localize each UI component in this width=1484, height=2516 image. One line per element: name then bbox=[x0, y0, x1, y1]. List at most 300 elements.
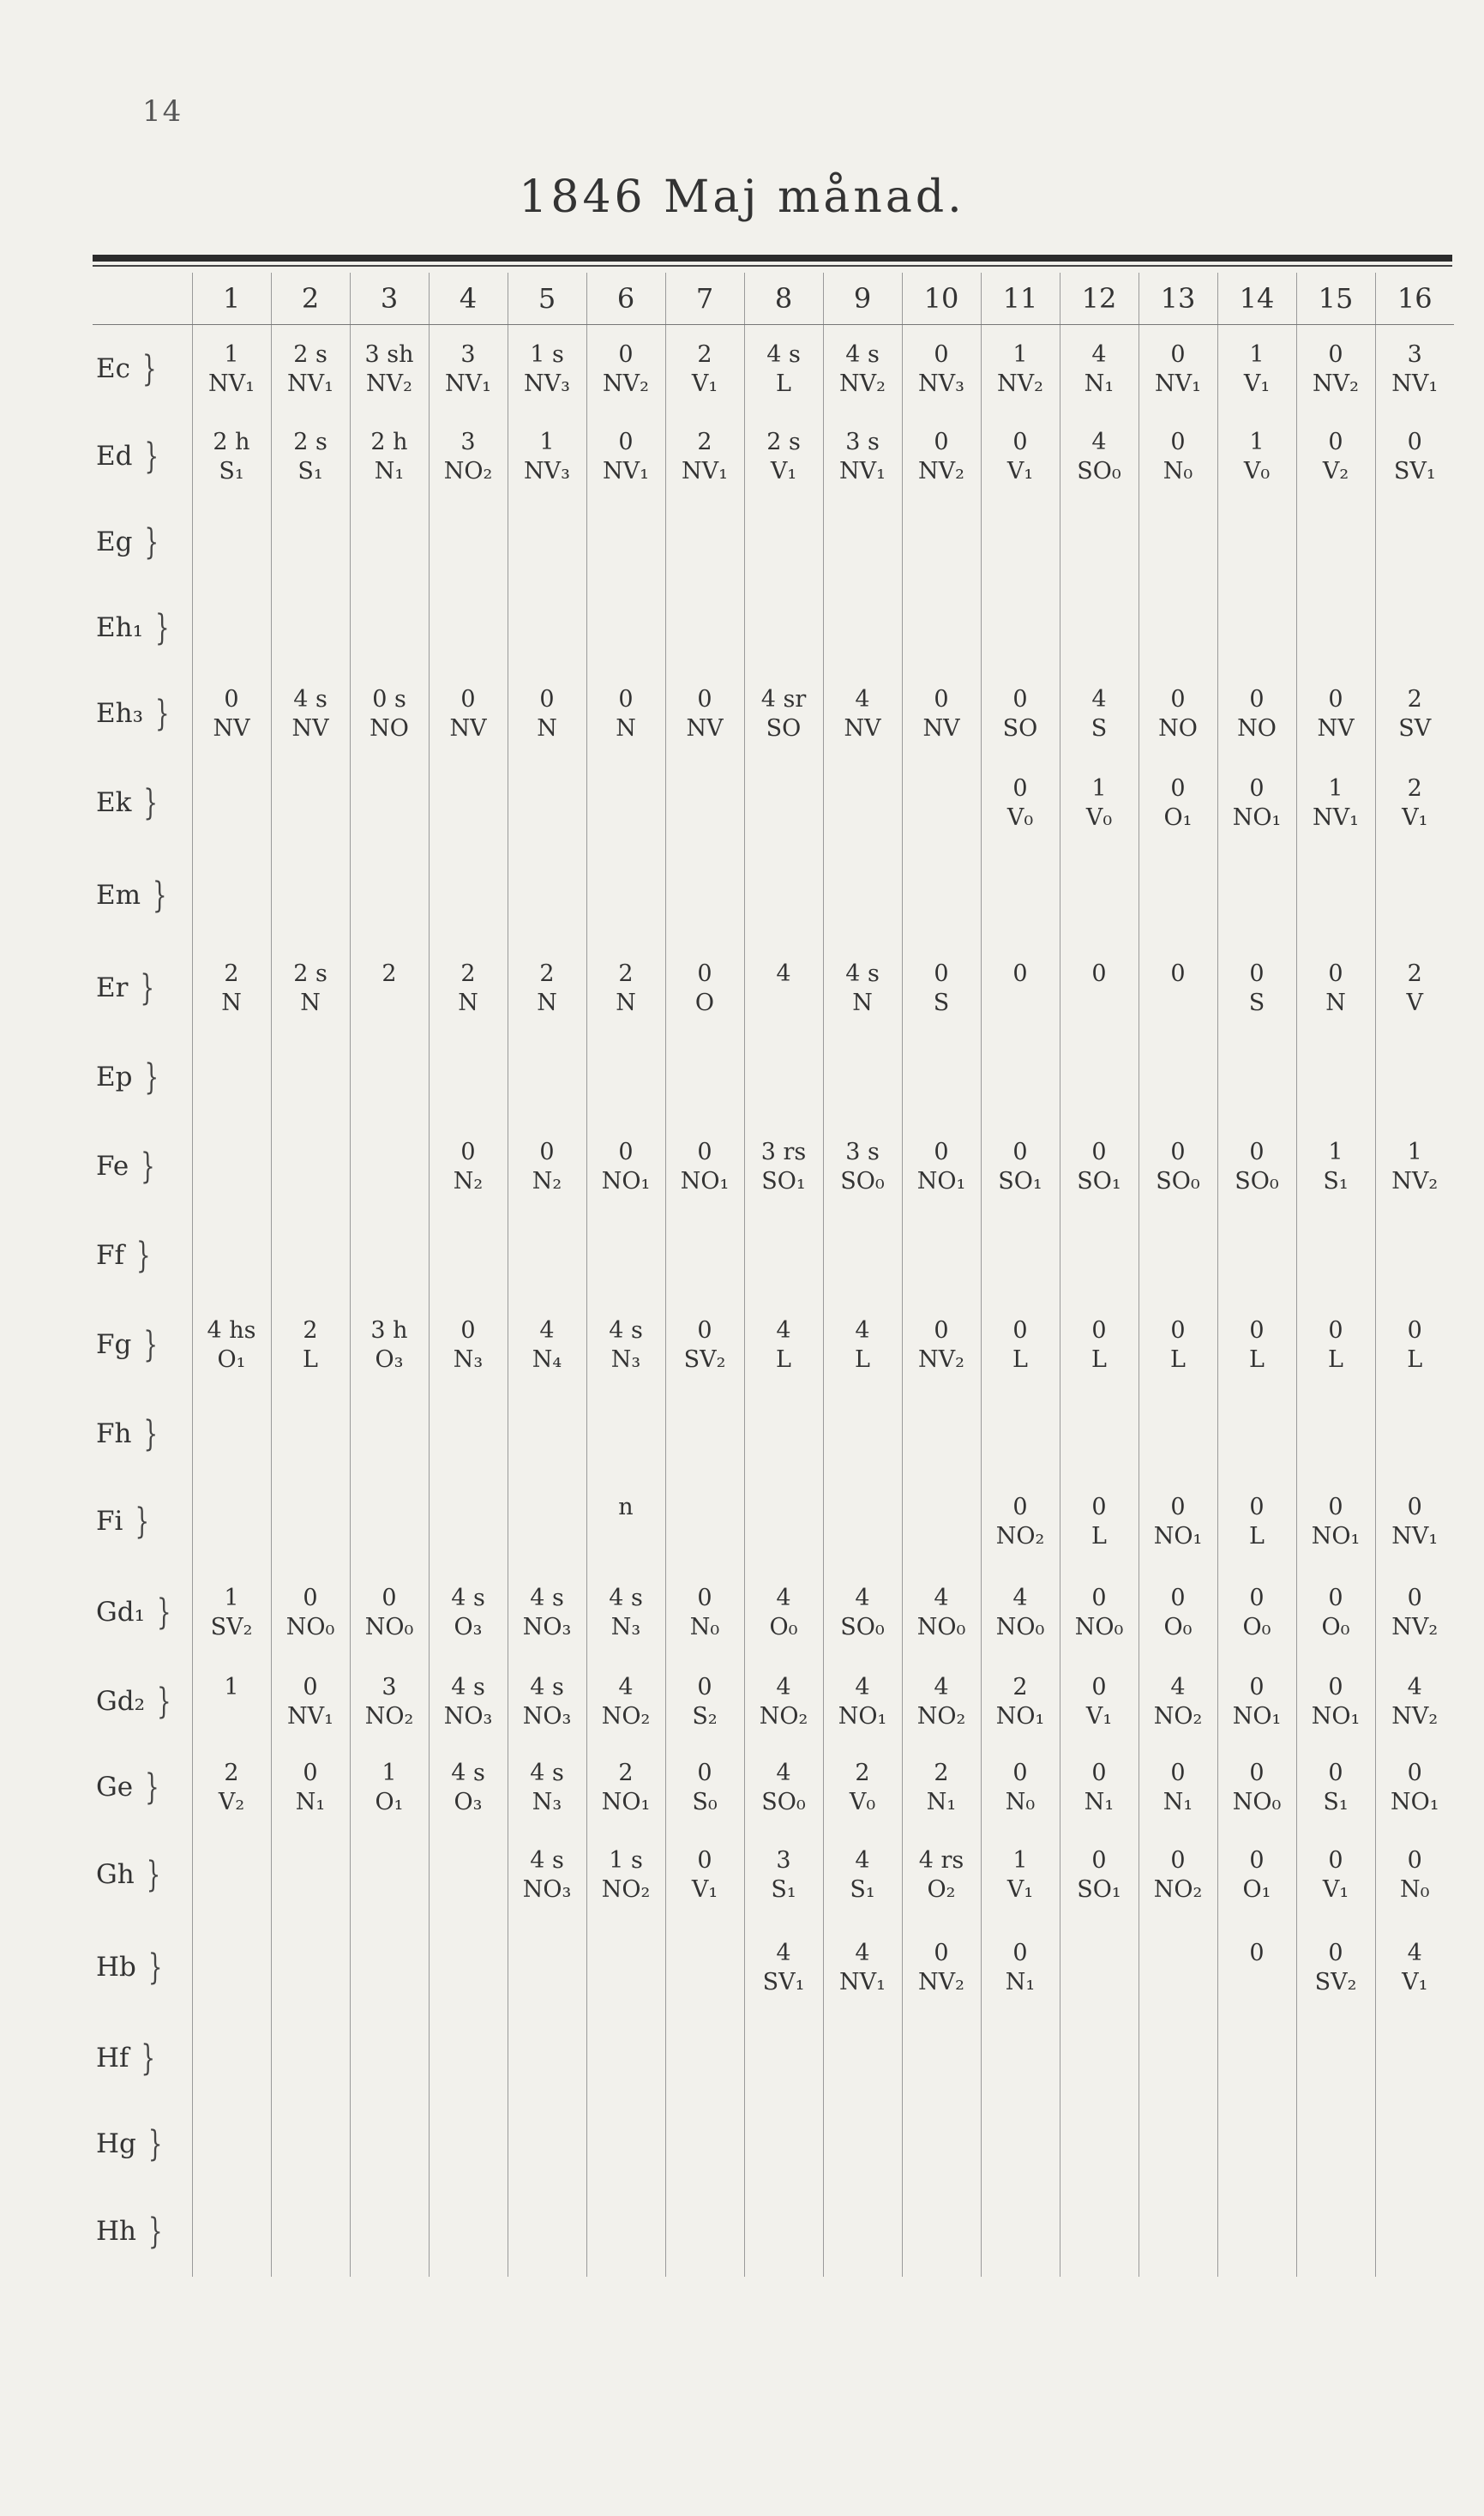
cell-value bbox=[193, 1405, 271, 1435]
cell-wind: N₀ bbox=[1163, 457, 1193, 485]
observation-cell bbox=[902, 1478, 981, 1567]
cell-wind: SO₀ bbox=[1235, 1167, 1279, 1195]
cell-value bbox=[351, 514, 429, 543]
cell-wind bbox=[1139, 2059, 1217, 2088]
cell-value: 0 bbox=[1091, 1846, 1107, 1874]
observation-cell bbox=[271, 1831, 350, 1920]
cell-wind bbox=[587, 1078, 665, 1107]
cell-wind bbox=[1060, 2232, 1139, 2261]
station-row bbox=[93, 1745, 1454, 1831]
cell-value: 1 s bbox=[530, 340, 564, 368]
observation-cell bbox=[1217, 1567, 1296, 1659]
observation-cell bbox=[586, 2102, 665, 2188]
cell-value: 4 bbox=[934, 1673, 949, 1700]
observation-cell bbox=[1375, 1121, 1454, 1213]
cell-value: 0 bbox=[1170, 1846, 1186, 1874]
cell-wind: NV₁ bbox=[1155, 370, 1201, 397]
cell-wind bbox=[1218, 2059, 1296, 2088]
observation-cell bbox=[192, 1920, 271, 2016]
cell-wind: NO₂ bbox=[364, 1702, 414, 1730]
observation-cell bbox=[350, 2188, 429, 2277]
cell-value bbox=[666, 2203, 744, 2232]
cell-value bbox=[272, 1405, 350, 1435]
cell-wind: N₃ bbox=[532, 1788, 562, 1815]
observation-cell bbox=[192, 1299, 271, 1392]
cell-value bbox=[824, 1493, 902, 1522]
cell-wind: S bbox=[1248, 989, 1265, 1016]
cell-value: 0 bbox=[697, 1584, 712, 1611]
observation-cell bbox=[508, 2016, 586, 2102]
station-row bbox=[93, 1213, 1454, 1299]
observation-cell bbox=[1296, 1121, 1375, 1213]
observation-cell bbox=[350, 942, 429, 1035]
cell-value: 0 bbox=[934, 960, 949, 987]
cell-wind bbox=[903, 896, 981, 925]
cell-wind: N₃ bbox=[610, 1345, 641, 1373]
observation-cell bbox=[192, 500, 271, 586]
observation-cell bbox=[1139, 1659, 1217, 1745]
observation-cell bbox=[981, 1745, 1060, 1831]
observation-cell bbox=[1060, 586, 1139, 671]
observation-cell bbox=[981, 586, 1060, 671]
cell-value bbox=[1376, 2030, 1455, 2059]
cell-value: 0 bbox=[934, 1138, 949, 1165]
observation-cell bbox=[823, 850, 902, 942]
cell-value: 0 bbox=[224, 685, 239, 713]
brace-icon: } bbox=[142, 349, 157, 391]
observation-cell bbox=[586, 325, 665, 414]
observation-cell bbox=[1375, 586, 1454, 671]
cell-wind: V₀ bbox=[849, 1788, 876, 1815]
cell-value bbox=[982, 2116, 1060, 2145]
observation-cell bbox=[1139, 1831, 1217, 1920]
observation-cell bbox=[350, 1035, 429, 1121]
cell-value bbox=[903, 867, 981, 896]
cell-wind: NO₁ bbox=[1153, 1522, 1203, 1550]
observation-cell bbox=[744, 586, 823, 671]
observation-cell bbox=[508, 1213, 586, 1299]
cell-value bbox=[587, 1939, 665, 1968]
observation-cell bbox=[1139, 586, 1217, 671]
observation-cell bbox=[1296, 1392, 1375, 1478]
cell-value: 0 bbox=[1328, 1846, 1343, 1874]
cell-wind: N bbox=[458, 989, 478, 1016]
cell-wind: L bbox=[1407, 1345, 1423, 1373]
cell-wind: NV₂ bbox=[1391, 1613, 1439, 1640]
station-label: Ge } bbox=[96, 1767, 159, 1809]
cell-wind bbox=[1139, 2145, 1217, 2174]
cell-wind bbox=[272, 1167, 350, 1196]
observation-cell bbox=[429, 757, 508, 850]
cell-value: 1 bbox=[1328, 774, 1343, 802]
brace-icon: } bbox=[144, 522, 159, 564]
cell-value: 4 s bbox=[530, 1584, 564, 1611]
cell-value: 0 bbox=[1249, 1493, 1265, 1520]
cell-wind: NV₃ bbox=[524, 370, 570, 397]
observation-cell bbox=[508, 671, 586, 757]
observation-cell bbox=[1139, 325, 1217, 414]
cell-value: 4 sr bbox=[760, 685, 807, 713]
observation-cell bbox=[586, 2188, 665, 2277]
cell-wind bbox=[745, 629, 823, 658]
observation-cell bbox=[1375, 500, 1454, 586]
cell-value bbox=[430, 1846, 508, 1875]
cell-wind: N bbox=[221, 989, 242, 1016]
observation-cell bbox=[823, 1299, 902, 1392]
cell-value: 0 bbox=[1091, 1584, 1107, 1611]
observation-cell bbox=[981, 2016, 1060, 2102]
observation-cell bbox=[981, 1567, 1060, 1659]
observation-cell bbox=[744, 1299, 823, 1392]
cell-wind: NV bbox=[844, 714, 881, 742]
cell-value bbox=[587, 514, 665, 543]
observation-cell bbox=[1139, 2188, 1217, 2277]
cell-wind bbox=[824, 1435, 902, 1464]
cell-wind: N bbox=[537, 714, 557, 742]
cell-value bbox=[1218, 2030, 1296, 2059]
observation-cell bbox=[1217, 1478, 1296, 1567]
observation-cell bbox=[665, 500, 744, 586]
cell-wind bbox=[508, 2232, 586, 2261]
cell-wind: NV₂ bbox=[918, 1968, 964, 1995]
cell-value: 0 bbox=[1249, 1759, 1265, 1786]
brace-icon: } bbox=[157, 1592, 171, 1634]
cell-value: 0 bbox=[1170, 1493, 1186, 1520]
cell-value: 1 bbox=[1091, 774, 1107, 802]
observation-cell bbox=[350, 325, 429, 414]
cell-wind: NV₁ bbox=[839, 457, 886, 485]
cell-value: 0 bbox=[1407, 1584, 1422, 1611]
cell-value bbox=[508, 1227, 586, 1256]
cell-wind: L bbox=[855, 1345, 870, 1373]
cell-value: 4 bbox=[855, 685, 870, 713]
observation-cell bbox=[823, 2188, 902, 2277]
cell-wind: N₃ bbox=[453, 1345, 484, 1373]
observation-table bbox=[93, 273, 1454, 2277]
cell-value: 3 s bbox=[845, 1138, 880, 1165]
brace-icon: } bbox=[143, 1325, 158, 1367]
cell-wind: N₄ bbox=[532, 1345, 562, 1373]
observation-cell bbox=[192, 2102, 271, 2188]
cell-wind bbox=[351, 989, 429, 1018]
cell-value: 4 s bbox=[530, 1846, 564, 1874]
observation-cell bbox=[823, 2102, 902, 2188]
cell-value bbox=[272, 1846, 350, 1875]
cell-wind: O₀ bbox=[1163, 1613, 1193, 1640]
cell-wind bbox=[587, 1256, 665, 1285]
station-label: Fe } bbox=[96, 1147, 155, 1189]
observation-cell bbox=[823, 1745, 902, 1831]
observation-cell bbox=[665, 325, 744, 414]
observation-cell bbox=[823, 414, 902, 500]
cell-value bbox=[1376, 867, 1455, 896]
cell-value: 2 h bbox=[213, 428, 250, 455]
cell-value bbox=[824, 867, 902, 896]
cell-wind bbox=[824, 1078, 902, 1107]
cell-wind: NO₁ bbox=[601, 1788, 651, 1815]
day-header: 7 bbox=[665, 273, 744, 325]
station-row bbox=[93, 1478, 1454, 1567]
brace-icon: } bbox=[135, 1502, 149, 1544]
cell-value bbox=[666, 514, 744, 543]
cell-wind: NO₁ bbox=[838, 1702, 887, 1730]
cell-value: 0 bbox=[934, 1939, 949, 1966]
observation-cell bbox=[1139, 500, 1217, 586]
day-header: 13 bbox=[1139, 273, 1217, 325]
cell-wind: NV₂ bbox=[918, 1345, 964, 1373]
cell-value: 0 bbox=[1170, 1759, 1186, 1786]
observation-cell bbox=[981, 1299, 1060, 1392]
cell-wind bbox=[1139, 896, 1217, 925]
observation-cell bbox=[981, 1121, 1060, 1213]
observation-cell bbox=[350, 414, 429, 500]
brace-icon: } bbox=[140, 968, 154, 1010]
day-header: 8 bbox=[744, 273, 823, 325]
cell-wind bbox=[351, 629, 429, 658]
cell-wind bbox=[1218, 1256, 1296, 1285]
cell-wind bbox=[824, 2059, 902, 2088]
cell-value bbox=[1060, 2116, 1139, 2145]
observation-cell bbox=[1060, 1920, 1139, 2016]
observation-cell bbox=[350, 1213, 429, 1299]
cell-wind: SO₁ bbox=[761, 1167, 806, 1195]
cell-wind bbox=[1376, 1078, 1455, 1107]
cell-value: 4 s bbox=[609, 1316, 643, 1344]
cell-wind bbox=[193, 896, 271, 925]
cell-wind bbox=[745, 1256, 823, 1285]
cell-value: 2 s bbox=[293, 960, 327, 987]
cell-value bbox=[351, 1405, 429, 1435]
observation-cell bbox=[744, 850, 823, 942]
cell-wind bbox=[351, 1078, 429, 1107]
cell-value: 0 bbox=[1170, 1138, 1186, 1165]
observation-cell bbox=[823, 1121, 902, 1213]
station-row bbox=[93, 325, 1454, 414]
cell-value: 2 bbox=[382, 960, 397, 987]
cell-wind bbox=[745, 896, 823, 925]
cell-value bbox=[824, 1227, 902, 1256]
cell-value bbox=[193, 774, 271, 804]
station-label: Fg } bbox=[96, 1325, 158, 1367]
cell-value bbox=[430, 2030, 508, 2059]
cell-value: 3 h bbox=[370, 1316, 408, 1344]
cell-wind: N bbox=[537, 989, 557, 1016]
cell-value bbox=[272, 1138, 350, 1167]
cell-wind bbox=[508, 543, 586, 572]
observation-cell bbox=[902, 1831, 981, 1920]
cell-value: 2 bbox=[1012, 1673, 1028, 1700]
cell-value bbox=[903, 599, 981, 629]
cell-wind: NO₁ bbox=[601, 1167, 651, 1195]
cell-wind: N bbox=[616, 714, 636, 742]
cell-wind: S₁ bbox=[1323, 1167, 1349, 1195]
observation-cell bbox=[350, 1920, 429, 2016]
cell-wind bbox=[193, 1167, 271, 1196]
cell-wind bbox=[193, 804, 271, 833]
cell-value bbox=[587, 1405, 665, 1435]
cell-value bbox=[745, 1493, 823, 1522]
cell-value bbox=[1139, 2116, 1217, 2145]
cell-value: 0 bbox=[697, 1673, 712, 1700]
observation-cell bbox=[981, 1831, 1060, 1920]
observation-cell bbox=[1296, 325, 1375, 414]
cell-wind: N₀ bbox=[689, 1613, 720, 1640]
observation-cell bbox=[1217, 1920, 1296, 2016]
cell-wind bbox=[982, 1078, 1060, 1107]
cell-value: 1 bbox=[224, 1584, 239, 1611]
day-header: 10 bbox=[902, 273, 981, 325]
cell-wind bbox=[351, 2059, 429, 2088]
observation-cell bbox=[1139, 1745, 1217, 1831]
cell-value bbox=[666, 1939, 744, 1968]
cell-wind bbox=[351, 1256, 429, 1285]
station-label: Gd₂ } bbox=[96, 1682, 171, 1724]
observation-cell bbox=[1375, 2102, 1454, 2188]
cell-wind bbox=[1376, 629, 1455, 658]
observation-cell bbox=[429, 1567, 508, 1659]
cell-value: 0 bbox=[1091, 1138, 1107, 1165]
cell-value bbox=[430, 2203, 508, 2232]
cell-wind bbox=[272, 1875, 350, 1905]
cell-value: 1 bbox=[224, 340, 239, 368]
cell-value: 4 bbox=[1012, 1584, 1028, 1611]
cell-value: 0 bbox=[1091, 1493, 1107, 1520]
cell-value: 0 bbox=[1249, 685, 1265, 713]
station-row bbox=[93, 942, 1454, 1035]
observation-cell bbox=[1060, 2102, 1139, 2188]
cell-value bbox=[272, 867, 350, 896]
cell-value: 0 bbox=[1407, 1316, 1422, 1344]
station-row bbox=[93, 500, 1454, 586]
cell-wind bbox=[903, 1256, 981, 1285]
observation-cell bbox=[1296, 414, 1375, 500]
observation-cell bbox=[271, 2016, 350, 2102]
cell-value bbox=[666, 1405, 744, 1435]
cell-wind: NO₂ bbox=[443, 457, 493, 485]
observation-cell bbox=[1296, 942, 1375, 1035]
cell-value: 0 bbox=[1328, 428, 1343, 455]
observation-cell bbox=[1375, 1478, 1454, 1567]
observation-cell bbox=[192, 850, 271, 942]
observation-cell bbox=[508, 1567, 586, 1659]
cell-wind: NO₁ bbox=[1232, 804, 1282, 831]
cell-value: 1 bbox=[224, 1673, 239, 1700]
station-label: Hf } bbox=[96, 2038, 156, 2080]
cell-value bbox=[351, 2203, 429, 2232]
cell-wind bbox=[1139, 989, 1217, 1018]
cell-value: 3 bbox=[1407, 340, 1422, 368]
cell-value: 0 bbox=[1328, 1584, 1343, 1611]
observation-cell bbox=[744, 1745, 823, 1831]
cell-wind: V₁ bbox=[691, 1875, 718, 1903]
cell-value: 0 bbox=[1012, 1493, 1028, 1520]
observation-cell bbox=[1060, 1035, 1139, 1121]
cell-wind: S₁ bbox=[771, 1875, 796, 1903]
cell-value bbox=[430, 514, 508, 543]
observation-cell bbox=[744, 325, 823, 414]
day-header: 12 bbox=[1060, 273, 1139, 325]
cell-wind: NO₁ bbox=[916, 1167, 966, 1195]
cell-wind bbox=[1297, 1435, 1375, 1464]
observation-cell bbox=[350, 1567, 429, 1659]
observation-cell bbox=[192, 2188, 271, 2277]
cell-value: 4 s bbox=[766, 340, 801, 368]
observation-cell bbox=[1139, 1035, 1217, 1121]
cell-value bbox=[824, 2203, 902, 2232]
cell-value: 4 s bbox=[451, 1584, 485, 1611]
cell-value: 1 bbox=[1249, 340, 1265, 368]
cell-value bbox=[587, 599, 665, 629]
observation-cell bbox=[981, 1920, 1060, 2016]
observation-cell bbox=[823, 2016, 902, 2102]
station-label: Eh₁ } bbox=[96, 608, 170, 650]
cell-value bbox=[824, 514, 902, 543]
cell-value: 2 bbox=[224, 960, 239, 987]
observation-cell bbox=[1296, 2102, 1375, 2188]
observation-cell bbox=[429, 1920, 508, 2016]
cell-value: 0 bbox=[618, 428, 634, 455]
station-row bbox=[93, 1831, 1454, 1920]
cell-wind bbox=[272, 1256, 350, 1285]
cell-value bbox=[1376, 599, 1455, 629]
cell-wind bbox=[666, 1968, 744, 1997]
cell-value bbox=[903, 1493, 981, 1522]
brace-icon: } bbox=[135, 1236, 151, 1278]
cell-wind: SO₀ bbox=[1077, 457, 1121, 485]
cell-value: 0 bbox=[539, 685, 555, 713]
cell-wind: NO₀ bbox=[364, 1613, 414, 1640]
cell-wind: NV bbox=[291, 714, 329, 742]
observation-cell bbox=[586, 1659, 665, 1745]
observation-cell bbox=[192, 671, 271, 757]
cell-value bbox=[903, 774, 981, 804]
cell-wind bbox=[351, 896, 429, 925]
cell-wind: V₁ bbox=[691, 370, 718, 397]
observation-cell bbox=[508, 500, 586, 586]
cell-value: 0 bbox=[1012, 428, 1028, 455]
observation-cell bbox=[1060, 1121, 1139, 1213]
cell-value bbox=[430, 2116, 508, 2145]
cell-wind bbox=[587, 1522, 665, 1551]
observation-cell bbox=[902, 1121, 981, 1213]
observation-cell bbox=[1060, 1478, 1139, 1567]
cell-value: 0 bbox=[1170, 960, 1186, 987]
cell-wind bbox=[1060, 1968, 1139, 1997]
cell-value bbox=[1297, 2116, 1375, 2145]
cell-wind bbox=[193, 2145, 271, 2174]
cell-value: 0 bbox=[1091, 1316, 1107, 1344]
cell-wind: N₁ bbox=[295, 1788, 326, 1815]
cell-wind: S₁ bbox=[1323, 1788, 1349, 1815]
cell-wind bbox=[666, 2232, 744, 2261]
cell-value bbox=[666, 1049, 744, 1078]
cell-wind bbox=[1297, 896, 1375, 925]
cell-wind bbox=[193, 1968, 271, 1997]
cell-value bbox=[745, 1405, 823, 1435]
cell-wind bbox=[666, 896, 744, 925]
cell-value bbox=[982, 2030, 1060, 2059]
cell-value bbox=[193, 514, 271, 543]
observation-cell bbox=[823, 1659, 902, 1745]
cell-wind: NO₁ bbox=[995, 1702, 1045, 1730]
station-label: Ff } bbox=[96, 1236, 151, 1278]
cell-value: 0 bbox=[697, 1138, 712, 1165]
cell-wind: L bbox=[1091, 1522, 1107, 1550]
cell-value bbox=[1060, 514, 1139, 543]
cell-value bbox=[666, 2116, 744, 2145]
cell-wind bbox=[1218, 2232, 1296, 2261]
cell-value: 0 bbox=[697, 1759, 712, 1786]
